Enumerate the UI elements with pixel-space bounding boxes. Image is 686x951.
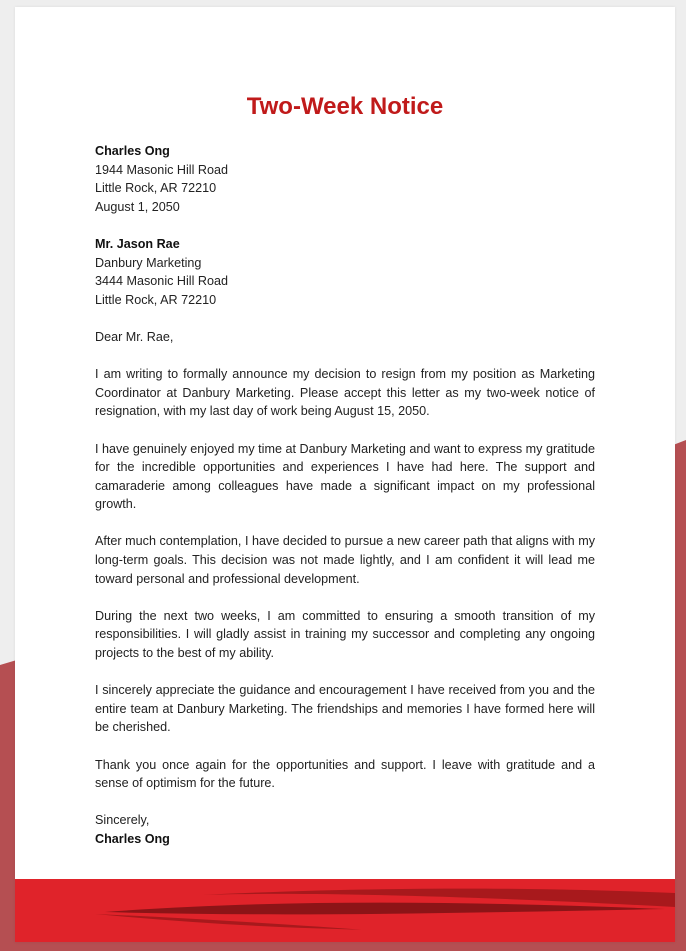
recipient-company: Danbury Marketing [95, 255, 202, 270]
sender-address-block [95, 142, 595, 216]
letter-page [15, 7, 675, 942]
signature-name: Charles Ong [95, 831, 170, 846]
closing: Sincerely, [95, 813, 150, 828]
salutation: Dear Mr. Rae, [95, 329, 174, 344]
recipient-street: 3444 Masonic Hill Road [95, 274, 229, 289]
sender-city: Little Rock, AR 72210 [95, 181, 217, 196]
paragraph-gratitude: I have genuinely enjoyed my time at Danbury Marketing and want to express my gratitude for the incredible opportunities and experiences I have had here. The support and camaraderie among colleagues have made a significant impact on my professional growth. [95, 441, 595, 512]
footer-decorative-band [15, 879, 675, 942]
paragraph-resignation: I am writing to formally announce my decision to resign from my position as Marketing Coordinator at Danbury Marketing. Please accept this letter as my two-week notice of resignation, with my last day of work being August 15, 2050. [95, 367, 595, 419]
document-title: Two-Week Notice [246, 93, 444, 120]
paragraph-transition: During the next two weeks, I am committed to ensuring a smooth transition of my responsibilities. I will gladly assist in training my successor and completing any ongoing projects to the best of my ability. [95, 608, 595, 661]
paragraph-appreciation: I sincerely appreciate the guidance and encouragement I have received from you and the entire team at Danbury Marketing. The friendships and memories I have formed here will be cherished. [95, 683, 595, 735]
letter-date: August 1, 2050 [95, 199, 180, 214]
sender-name: Charles Ong [95, 144, 170, 158]
sender-street: 1944 Masonic Hill Road [95, 162, 229, 177]
paragraph-new-path: After much contemplation, I have decided to pursue a new career path that aligns with my long-term goals. This decision was not made lightly, and I am confident it will lead me toward personal and professional development. [95, 534, 595, 586]
recipient-name: Mr. Jason Rae [95, 236, 180, 251]
letter-body [95, 142, 595, 849]
recipient-city: Little Rock, AR 72210 [95, 292, 217, 307]
signature-block [95, 811, 595, 848]
paragraph-thanks: Thank you once again for the opportunities and support. I leave with gratitude and a sense of optimism for the future. [95, 757, 595, 791]
recipient-address-block [95, 235, 595, 309]
